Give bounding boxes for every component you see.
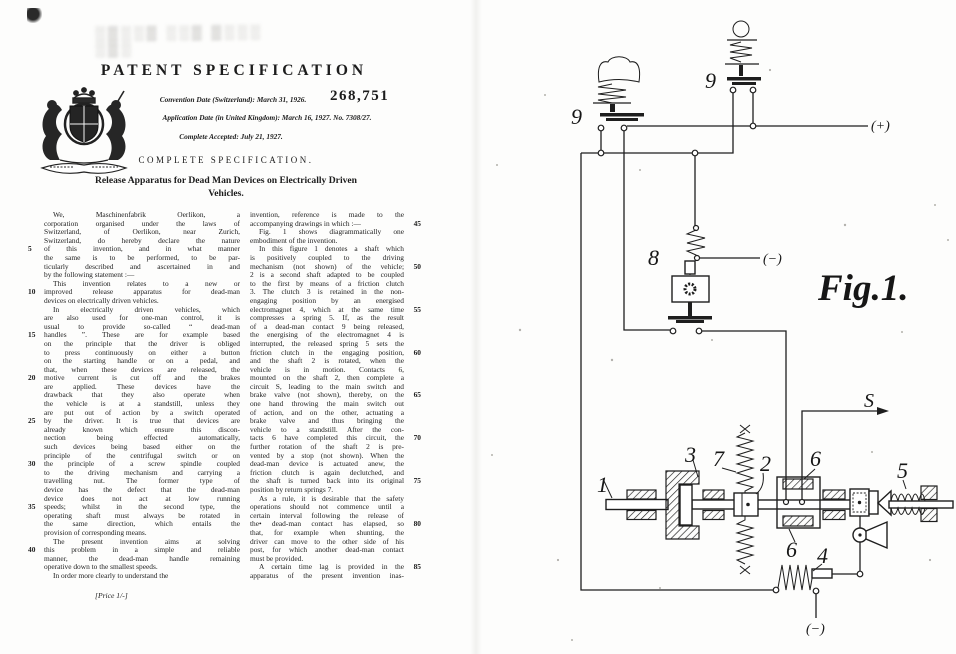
text-line: position by return springs 7. [250,485,334,494]
figure-label-9: 9 [571,104,582,129]
text-line: such devices being based either on the [44,442,240,452]
patent-number: 268,751 [330,88,390,104]
text-line: on the principle that the driver is obliged [44,338,240,348]
junction [750,123,756,129]
line-number: 50 [413,261,421,271]
text-line: of this invention, and in what manner 5 [28,244,240,254]
text-line: In this figure 1 denotes a shaft which [259,244,404,254]
text-line: compresses a spring 5. If, as the result [250,313,404,323]
line-number: 65 [413,390,421,400]
text-line: already known which ensure this discon- [44,424,240,434]
section-heading: COMPLETE SPECIFICATION. [138,155,314,165]
text-line: to the driving mechanism and carrying a [44,467,240,477]
text-line: operative down to the smallest speeds. [44,562,158,572]
armature-and-spring-5 [850,486,953,522]
line-number: 20 [28,373,36,383]
text-line: one hand throwing the main switch out [250,399,404,409]
text-line: by the driver. It is true that devices are 25 [28,416,240,426]
figure-label-6: 6 [810,446,821,471]
text-line: this problem in a simple and reliable 40 [28,545,240,555]
line-number: 15 [28,330,36,340]
text-line: operating shaft must always be rotated in [44,510,240,520]
line-number: 5 [28,244,32,254]
text-line: the energising of the electromagnet 4 is [250,330,404,340]
text-line: usual to provide so-called “ dead-man [44,321,240,331]
line-number: 45 [413,218,421,228]
text-line: motive current is cut off and the brakes 20 [28,373,240,383]
text-line: certain interval following the release of [250,510,404,520]
text-line: accompanying drawings in which :— 45 [250,218,421,228]
invention-title-line2: Vehicles. [208,188,244,199]
illegible-library-stamp: ░▒░░▒ ░░▒ ▒░░░ ░▒░ [94,25,264,58]
electromagnet-coil-4 [773,565,832,594]
figure-label-3: 3 [685,442,696,467]
text-line: brake valve (not shown), thereby, on the 65 [250,390,421,400]
text-line: embodiment of the invention. [250,235,338,245]
line-number: 80 [413,519,421,529]
text-line: principle of the centrifugal switch or on [44,450,240,460]
text-line: A certain time lag is provided in the 85 [259,562,421,572]
line-number: 25 [28,416,36,426]
text-line: that, for example when shunting, the [250,527,404,537]
text-line: Switzerland, of Oerlikon, near Zurich, [44,227,240,237]
text-line: In electrically driven vehicles, which [53,304,240,314]
text-line: are put out of action by a switch operated [44,407,240,417]
text-line: handles ”. These are for example based 15 [28,330,240,340]
text-line: device does not act at low running [44,493,240,503]
text-line: the same is to be performed, to be par- [44,252,240,262]
line-number: 70 [413,433,421,443]
line-number: 30 [28,459,36,469]
text-line: vehicle to a standstill. After the con- [250,424,404,434]
figure-label-1: 1 [597,472,608,497]
accepted-date-line: Complete Accepted: July 21, 1927. [179,132,283,141]
text-line: the same direction, which entails the [44,519,240,529]
text-line: In order more clearly to understand the [53,570,169,580]
text-line: driver can move to the other side of his [250,536,404,546]
text-line: are also used for one-man control, it is [44,313,240,323]
figure-label-(+): (+) [871,119,890,134]
line-number: 85 [413,562,421,572]
figure-label-2: 2 [760,451,771,476]
text-line: to press continuously on either a button [44,347,240,357]
text-line: of a dead-man contact 9 being released, [250,321,404,331]
text-line: nection being effected automatically, [44,433,240,443]
text-line: 2 is a second shaft adapted to be coupled [250,270,404,280]
text-line: interrupted, the released spring 5 sets the [250,338,404,348]
text-line: speeds; whilst in the second type, the 35 [28,502,240,512]
figure-label-7: 7 [713,446,724,471]
shaft-1 [606,500,668,510]
text-line: are applied. These devices have the [44,381,240,391]
text-line: mounted on the shaft 2, then complete a [250,373,404,383]
dead-man-button-right [725,21,761,93]
text-line: Switzerland, do hereby declare the nature [44,235,240,245]
text-line: We, Maschinenfabrik Oerlikon, a [53,210,240,219]
text-line: ticularly described and ascertained in and [44,261,240,271]
text-line: provision of corresponding means. [44,527,147,537]
text-line: The present invention aims at solving [53,536,240,546]
text-line: drawback that they also operate when [44,390,240,400]
scan-specks [491,69,949,641]
text-line: the vehicle is at a standstill, unless they [44,399,240,409]
line-number: 75 [413,476,421,486]
text-column-right [250,210,421,581]
line-number: 55 [413,304,421,314]
junction [692,150,698,156]
page-title: PATENT SPECIFICATION [100,62,368,79]
return-springs-7 [734,425,758,574]
figure-label-5: 5 [897,458,908,483]
text-line: circuit S, leading to the main switch and [250,381,404,391]
figure-label-4: 4 [817,543,828,568]
line-number: 35 [28,502,36,512]
line-number: 40 [28,545,36,555]
junction [598,150,604,156]
text-line: device has the defect that the dead-man [44,485,240,494]
text-line: travelling nut. The former type of [44,476,240,486]
text-line: vented by a stop (not shown). When the [250,450,404,460]
text-line: devices on electrically driven vehicles. [44,295,159,305]
figure-label-8: 8 [648,245,659,270]
dead-man-button-left [593,57,644,131]
line-number: 60 [413,347,421,357]
text-line: As a rule, it is desirable that the safety [259,493,404,503]
friction-clutch-3 [666,471,699,539]
text-line: operations should not commence until a [250,502,404,512]
text-line: friction clutch is again declutched, and [250,467,404,477]
bearings [627,490,845,520]
text-line: is positively coupled to the driving [250,252,404,262]
text-line: and the shaft 2 is rotated, when the [250,356,404,366]
signal-bell-icon [853,522,887,577]
text-line: Fig. 1 shows diagrammatically one [259,227,404,237]
label-leaders [604,460,906,571]
text-line: that, when these devices are released, the [44,364,240,374]
convention-date-line: Convention Date (Switzerland): March 31, 1926. [159,95,307,104]
text-line: corporation organised under the laws of [44,218,240,228]
contact-drum-6 [777,477,820,528]
price-note: [Price 1/-] [95,591,128,600]
text-line: engaging position by an energised [250,295,404,305]
text-line: invention, reference is made to the [250,210,404,219]
figure-label-Fig1: Fig.1. [818,268,909,309]
page-gutter [470,0,482,654]
figure-label-9: 9 [705,68,716,93]
text-line: apparatus of the present invention inas- [250,570,404,580]
text-line: the principle of a screw spindle coupled 30 [28,459,240,469]
shaft-2 [692,500,852,509]
text-line: manner, the dead-man handle remaining [44,553,240,563]
text-line: the• dead-man contact has elapsed, so 80 [250,519,421,529]
text-line: mechanism (not shown) of the vehicle; 50 [250,261,421,271]
text-line: post, for which another dead-man contact [250,545,404,555]
text-line: improved release apparatus for dead-man 10 [28,287,240,297]
figure-label-(−): (−) [806,622,825,637]
figure-label-S: S [864,390,874,412]
text-line: must be provided. [250,553,304,563]
time-lag-relay-8 [668,226,712,334]
figure-label-6: 6 [786,537,797,562]
text-line: 3. The clutch 3 is retained in the non- [250,287,404,297]
circuit-wires [581,93,889,618]
text-line: of action, and on the other, actuating a [250,407,404,417]
application-date-line: Application Date (in United Kingdom): March 16, 1927. No. 7308/27. [162,113,372,122]
text-line: on the starting handle or on a pedal, and [44,356,240,366]
line-number: 10 [28,287,36,297]
text-line: by the following statement :— [44,270,135,280]
text-line: electromagnet 4, which at the same time 55 [250,304,421,314]
text-line: to the first by means of a friction clutch [250,278,404,288]
text-line: further rotation of the shaft 2 is pre- [250,442,404,452]
text-line: the shaft is turned back into its original 75 [250,476,421,486]
invention-title-line1: Release Apparatus for Dead Man Devices on Electrically Driven [94,175,357,186]
text-line: brake valve and thus bringing the [250,416,404,426]
text-line: This invention relates to a new or [53,278,240,288]
text-line: tacts 6 have completed this circuit, the 70 [250,433,421,443]
text-line: friction clutch in the engaging position, 60 [250,347,421,357]
figure-label-(−): (−) [763,252,782,267]
text-column-left [28,210,240,581]
text-line: dead-man device is actuated anew, the [250,459,404,469]
page-edge-mark [27,8,42,23]
text-line: vehicle is in motion. Contacts 6, [250,364,404,374]
